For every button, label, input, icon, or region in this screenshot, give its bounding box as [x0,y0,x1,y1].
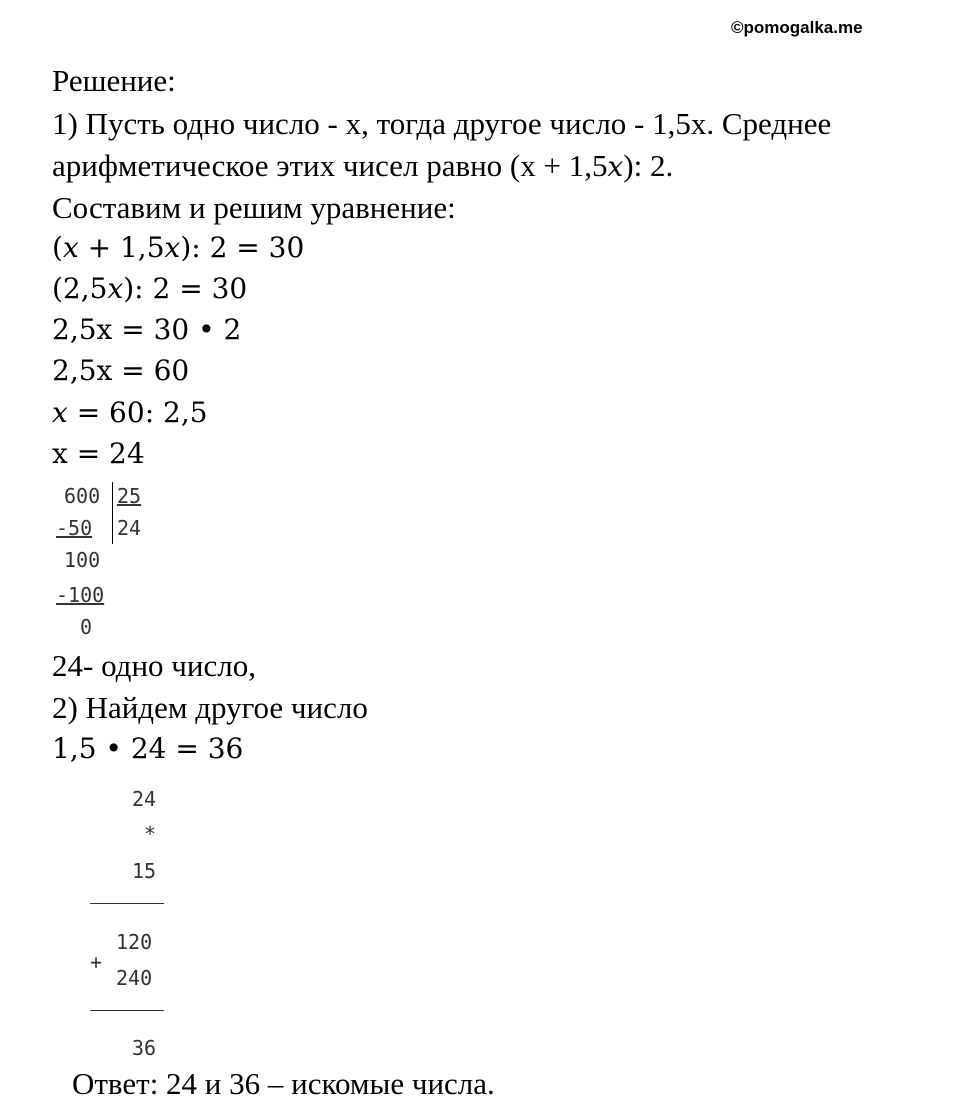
equation-line-2: (2,5x): 2 = 30 [52,272,248,305]
equation-line-6: x = 24 [52,437,145,470]
division-remainder-1: 100 [64,548,101,572]
division-subtract-1: -50 [56,516,93,540]
multiplication-rule-1 [90,903,164,904]
multiplication-factor-1: 24 [132,787,157,811]
watermark: ©pomogalka.me [731,18,863,37]
answer: Ответ: 24 и 36 – искомые числа. [72,1066,495,1101]
multiplication-result: 36 [132,1036,157,1060]
multiplication-partial-2: 240 [116,966,153,990]
equation-line-3: 2,5x = 30 • 2 [52,313,242,346]
equation-line-1: (x + 1,5x): 2 = 30 [52,231,305,264]
step2-title: 2) Найдем другое число [52,690,368,725]
result-first-number: 24- одно число, [52,648,256,683]
multiplication-operator: * [144,822,157,846]
multiplication-plus: + [90,950,103,974]
compose-equation-text: Составим и решим уравнение: [52,190,456,225]
equation-line-5: x = 60: 2,5 [52,396,208,429]
division-remainder-2: 0 [80,615,93,639]
division-divisor: 25 [117,484,142,508]
step2-calculation: 1,5 • 24 = 36 [52,732,244,765]
solution-heading: Решение: [52,63,176,98]
equation-line-4: 2,5x = 60 [52,354,190,387]
step1-text: 1) Пусть одно число - x, тогда другое число - 1,5x. Среднее [52,106,832,141]
multiplication-factor-2: 15 [132,859,157,883]
step1-continuation: арифметическое этих чисел равно (x + 1,5x): 2. [52,148,674,183]
division-subtract-2: -100 [56,583,105,607]
division-dividend: 600 [64,484,101,508]
division-bar [112,482,113,544]
multiplication-rule-2 [90,1010,164,1011]
multiplication-partial-1: 120 [116,930,153,954]
division-quotient: 24 [117,516,142,540]
